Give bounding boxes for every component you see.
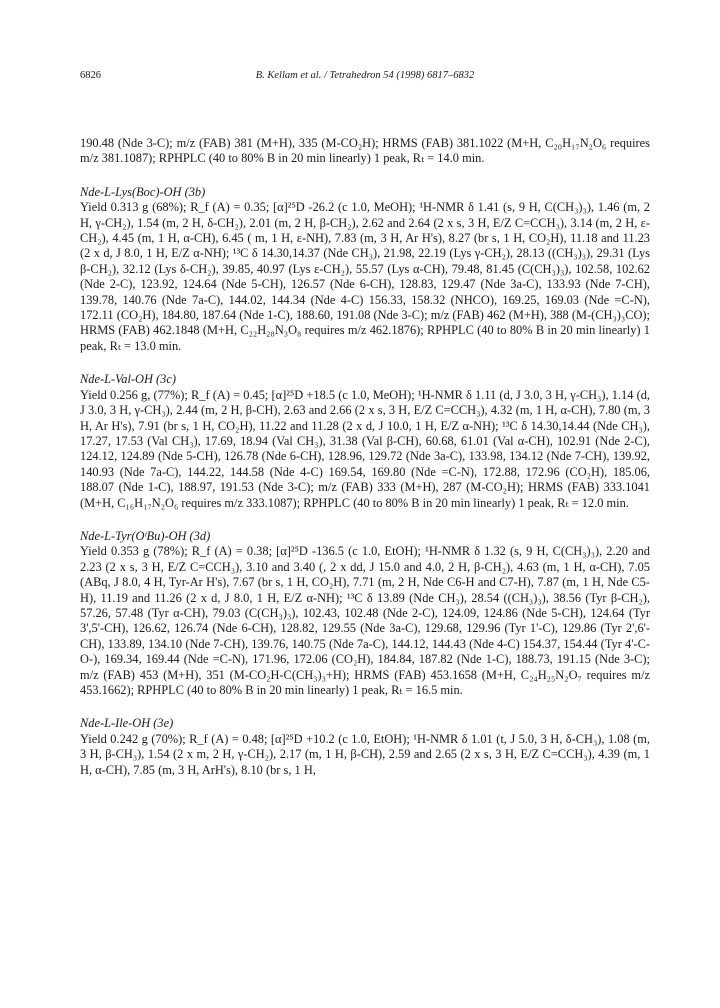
experimental-section (80, 136, 650, 778)
compound-title: Nde-L-Lys(Boc)-OH (3b) (80, 184, 206, 199)
compound-title: Nde-L-Tyr(OᵗBu)-OH (3d) (80, 528, 211, 543)
continued-paragraph: 190.48 (Nde 3-C); m/z (FAB) 381 (M+H), 335 (M-CO₂H); HRMS (FAB) 381.1022 (M+H, C₂₀H₁₇N₂O₆ requires m/z 381.1087); RPHPLC (40 to 80% B in 20 min linearly) 1 peak, Rₜ = 14.0 min. (80, 136, 650, 166)
compound-data: Yield 0.242 g (70%); R_f (A) = 0.48; [α]²⁵D +10.2 (c 1.0, EtOH); ¹H-NMR δ 1.01 (t, J 5.0, 3 H, δ-CH₃), 1.08 (m, 3 H, β-CH₃), 1.54 (2 x m, 2 H, γ-CH₂), 2.17 (m, 1 H, β-CH), 2.59 and 2.65 (2 x s, 3 H, E/Z C=CCH₃), 4.39 (m, 1 H, α-CH), 7.85 (m, 3 H, ArH's), 8.10 (br s, 1 H, (80, 731, 650, 777)
running-head: B. Kellam et al. / Tetrahedron 54 (1998) 6817–6832 (255, 70, 475, 81)
compound-entry-3b (80, 185, 650, 354)
page-header (80, 70, 650, 86)
compound-entry-3c (80, 372, 650, 511)
page-number: 6826 (80, 70, 101, 81)
compound-title: Nde-L-Ile-OH (3e) (80, 716, 174, 731)
compound-entry-3e (80, 716, 650, 778)
compound-data: Yield 0.353 g (78%); R_f (A) = 0.38; [α]²⁵D -136.5 (c 1.0, EtOH); ¹H-NMR δ 1.32 (s, 9 H, C(CH₃)₃), 2.20 and 2.23 (2 x s, 3 H, E/Z C=CCH₃), 3.10 and 3.40 (, 2 x dd, J 15.0 and 4.0, 2 H, β-CH₂), 4.63 (m, 1 H, α-CH), 7.05 (ABq, J 8.0, 4 H, Tyr-Ar H's), 7.67 (br s, 1 H, CO₂H), 7.71 (m, 2 H, Nde C6-H and C7-H), 7.87 (m, 1 H, Nde C5-H), 11.19 and 11.26 (2 x d, J 8.0, 1 H, E/Z α-NH); ¹³C δ 13.89 (Nde CH₃), 28.54 ((CH₃)₃), 38.56 (Tyr β-CH₂), 57.26, 57.48 (Tyr α-CH), 79.03 (C(CH₃)₃), 102.43, 102.48 (Nde 2-C), 124.09, 124.86 (Nde 5-CH), 124.64 (Tyr 3',5'-CH), 126.62, 126.74 (Nde 6-CH), 128.82, 129.55 (Nde 3a-C), 129.68, 129.96 (Tyr 1'-C), 129.86 (Tyr 2',6'-CH), 133.89, 134.10 (Nde 7-CH), 139.76, 140.75 (Nde 7a-C), 144.12, 144.43 (Nde 4-C) 154.37, 154.44 (Tyr 4'-C-O-), 169.34, 169.44 (Nde =C-N), 171.96, 172.06 (CO₂H), 184.84, 187.82 (Nde 1-C), 188.73, 191.15 (Nde 3-C); m/z (FAB) 453 (M+H), 351 (M-CO₂H-C(CH₃)₃+H); HRMS (FAB) 453.1658 (M+H, C₂₄H₂₅N₂O₇ requires m/z 453.1662); RPHPLC (40 to 80% B in 20 min linearly) 1 peak, Rₜ = 16.5 min. (80, 544, 650, 697)
compound-entry-3d (80, 529, 650, 698)
compound-data: Yield 0.256 g, (77%); R_f (A) = 0.45; [α]²⁵D +18.5 (c 1.0, MeOH); ¹H-NMR δ 1.11 (d, J 3.0, 3 H, γ-CH₃), 1.14 (d, J 3.0, 3 H, γ-CH₃), 2.44 (m, 2 H, β-CH), 2.63 and 2.66 (2 x s, 3 H, E/Z C=CCH₃), 4.32 (m, 1 H, α-CH), 7.80 (m, 3 H, Ar H's), 7.91 (br s, 1 H, CO₂H), 11.22 and 11.28 (2 x d, J 10.0, 1 H, E/Z α-NH); ¹³C δ 14.30,14.44 (Nde CH₃), 17.27, 17.53 (Val CH₃), 17.69, 18.94 (Val CH₃), 31.38 (Val β-CH), 60.68, 61.01 (Val α-CH), 102.91 (Nde 2-C), 124.12, 124.89 (Nde 5-CH), 126.78 (Nde 6-CH), 128.96, 129.72 (Nde 3a-C), 133.98, 134.12 (Nde 7-CH), 139.92, 140.93 (Nde 7a-C), 144.22, 144.58 (Nde 4-C) 169.54, 169.80 (Nde =C-N), 172.88, 172.96 (CO₂H), 185.06, 188.07 (Nde 1-C), 188.97, 191.53 (Nde 3-C); m/z (FAB) 333 (M+H), 287 (M-CO₂H); HRMS (FAB) 333.1041 (M+H, C₁₆H₁₇N₂O₆ requires m/z 333.1087); RPHPLC (40 to 80% B in 20 min linearly) 1 peak, Rₜ = 12.0 min. (80, 387, 650, 510)
compound-data: Yield 0.313 g (68%); R_f (A) = 0.35; [α]²⁵D -26.2 (c 1.0, MeOH); ¹H-NMR δ 1.41 (s, 9 H, C(CH₃)₃), 1.46 (m, 2 H, γ-CH₂), 1.54 (m, 2 H, δ-CH₂), 2.01 (m, 2 H, β-CH₂), 2.62 and 2.64 (2 x s, 3 H, E/Z C=CCH₃), 3.14 (m, 2 H, ε-CH₂), 4.45 (m, 1 H, α-CH), 6.45 ( m, 1 H, ε-NH), 7.83 (m, 3 H, Ar H's), 8.27 (br s, 1 H, CO₂H), 11.18 and 11.23 (2 x d, J 8.0, 1 H, E/Z α-NH); ¹³C δ 14.30,14.37 (Nde CH₃), 21.98, 22.19 (Lys γ-CH₂), 28.13 ((CH₃)₃), 29.31 (Lys β-CH₂), 32.12 (Lys δ-CH₂), 39.85, 40.97 (Lys ε-CH₂), 55.57 (Lys α-CH), 79.48, 81.45 (C(CH₃)₃), 102.58, 102.62 (Nde 2-C), 123.92, 124.64 (Nde 5-CH), 126.57 (Nde 6-CH), 128.83, 129.47 (Nde 3a-C), 133.93 (Nde 7-CH), 139.78, 140.76 (Nde 7a-C), 144.02, 144.34 (Nde 4-C) 156.33, 158.32 (NHCO), 169.25, 169.03 (Nde =C-N), 172.11 (CO₂H), 184.80, 187.64 (Nde 1-C), 188.60, 191.08 (Nde 3-C); m/z (FAB) 462 (M+H), 388 (M-(CH₃)₃CO); HRMS (FAB) 462.1848 (M+H, C₂₂H₂₈N₃O₈ requires m/z 462.1876); RPHPLC (40 to 80% B in 20 min linearly) 1 peak, Rₜ = 13.0 min. (80, 200, 650, 353)
compound-title: Nde-L-Val-OH (3c) (80, 372, 177, 387)
